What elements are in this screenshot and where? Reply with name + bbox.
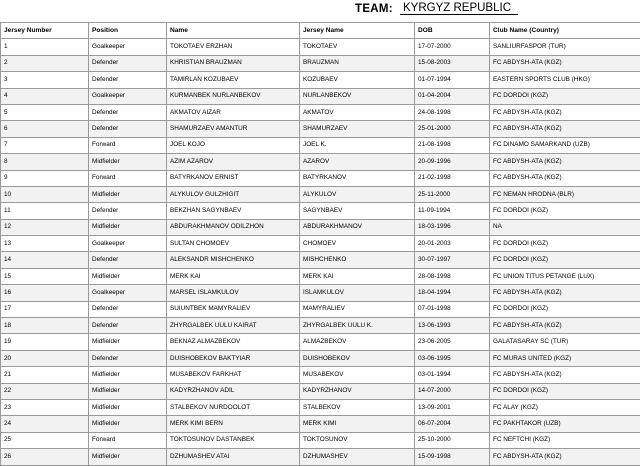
table-row — [1, 432, 640, 448]
cell-club: FC ABDYSH-ATA (KGZ) — [490, 367, 640, 383]
cell-name: ZHYRGALBEK UULU KAIRAT — [167, 318, 300, 334]
table-row — [1, 39, 640, 55]
team-label: TEAM: — [355, 3, 393, 15]
cell-dob: 25-01-2000 — [415, 121, 490, 137]
cell-position: Defender — [89, 301, 167, 317]
cell-jersey-number: 5 — [1, 104, 89, 120]
cell-jersey-number: 10 — [1, 186, 89, 202]
cell-position: Midfielder — [89, 367, 167, 383]
cell-jersey-name: SAGYNBAEV — [300, 203, 415, 219]
cell-position: Defender — [89, 72, 167, 88]
cell-name: AKMATOV AIZAR — [167, 104, 300, 120]
cell-jersey-number: 9 — [1, 170, 89, 186]
roster-table-body — [1, 39, 640, 465]
cell-jersey-name: DZHUMASHEV — [300, 449, 415, 465]
table-row — [1, 186, 640, 202]
table-row — [1, 399, 640, 415]
cell-name: KHRISTIAN BRAUZMAN — [167, 55, 300, 71]
table-row — [1, 334, 640, 350]
cell-club: FC DORDOI (KGZ) — [490, 252, 640, 268]
cell-dob: 13-09-2001 — [415, 399, 490, 415]
table-row — [1, 449, 640, 465]
team-name-underline — [400, 14, 518, 15]
cell-club: FC DORDOI (KGZ) — [490, 88, 640, 104]
cell-position: Midfielder — [89, 154, 167, 170]
cell-jersey-number: 13 — [1, 236, 89, 252]
table-row — [1, 367, 640, 383]
cell-jersey-number: 21 — [1, 367, 89, 383]
cell-jersey-name: JOEL K. — [300, 137, 415, 153]
cell-name: ALEKSANDR MISHCHENKO — [167, 252, 300, 268]
cell-name: BEKNAZ ALMAZBEKOV — [167, 334, 300, 350]
table-row — [1, 137, 640, 153]
cell-name: MERK KAI — [167, 268, 300, 284]
table-row — [1, 72, 640, 88]
table-row — [1, 383, 640, 399]
cell-club: FC ABDYSH-ATA (KGZ) — [490, 318, 640, 334]
cell-position: Midfielder — [89, 383, 167, 399]
cell-club: FC ABDYSH-ATA (KGZ) — [490, 154, 640, 170]
cell-club: FC ABDYSH-ATA (KGZ) — [490, 104, 640, 120]
table-row — [1, 416, 640, 432]
team-name: KYRGYZ REPUBLIC — [403, 2, 511, 14]
cell-name: TOKOTAEV ERZHAN — [167, 39, 300, 55]
cell-position: Forward — [89, 137, 167, 153]
cell-name: KADYRZHANOV ADIL — [167, 383, 300, 399]
cell-dob: 17-07-2000 — [415, 39, 490, 55]
cell-position: Defender — [89, 104, 167, 120]
cell-name: TAMIRLAN KOZUBAEV — [167, 72, 300, 88]
cell-name: ABDURAKHMANOV ODILZHON — [167, 219, 300, 235]
table-row — [1, 203, 640, 219]
cell-club: FC ABDYSH-ATA (KGZ) — [490, 285, 640, 301]
cell-club: FC NEMAN HRODNA (BLR) — [490, 186, 640, 202]
team-header — [0, 0, 640, 22]
cell-dob: 07-01-1998 — [415, 301, 490, 317]
cell-jersey-name: MISHCHENKO — [300, 252, 415, 268]
cell-club: FC ABDYSH-ATA (KGZ) — [490, 121, 640, 137]
cell-jersey-name: MERK KAI — [300, 268, 415, 284]
cell-name: SHAMURZAEV AMANTUR — [167, 121, 300, 137]
cell-club: FC PAKHTAKOR (UZB) — [490, 416, 640, 432]
cell-jersey-number: 7 — [1, 137, 89, 153]
table-row — [1, 268, 640, 284]
cell-dob: 25-11-2000 — [415, 186, 490, 202]
cell-jersey-name: MAMYRALIEV — [300, 301, 415, 317]
cell-dob: 20-01-2003 — [415, 236, 490, 252]
cell-position: Defender — [89, 350, 167, 366]
cell-club: FC UNION TITUS PETANGE (LUX) — [490, 268, 640, 284]
cell-club: FC DORDOI (KGZ) — [490, 301, 640, 317]
cell-jersey-number: 20 — [1, 350, 89, 366]
roster-table-header — [1, 23, 640, 39]
cell-name: STALBEKOV NURDOOLOT — [167, 399, 300, 415]
cell-name: MERK KIMI BERN — [167, 416, 300, 432]
cell-jersey-number: 24 — [1, 416, 89, 432]
cell-dob: 24-08-1998 — [415, 104, 490, 120]
cell-name: AZIM AZAROV — [167, 154, 300, 170]
cell-position: Defender — [89, 121, 167, 137]
cell-club: FC DORDOI (KGZ) — [490, 383, 640, 399]
cell-dob: 01-07-1994 — [415, 72, 490, 88]
cell-jersey-number: 26 — [1, 449, 89, 465]
cell-jersey-number: 25 — [1, 432, 89, 448]
cell-club: FC ABDYSH-ATA (KGZ) — [490, 449, 640, 465]
column-header-position: Position — [89, 23, 167, 39]
cell-position: Midfielder — [89, 416, 167, 432]
cell-jersey-number: 17 — [1, 301, 89, 317]
cell-name: TOKTOSUNOV DASTANBEK — [167, 432, 300, 448]
table-row — [1, 88, 640, 104]
cell-dob: 25-10-2000 — [415, 432, 490, 448]
cell-club: SANLIURFASPOR (TUR) — [490, 39, 640, 55]
cell-jersey-number: 6 — [1, 121, 89, 137]
cell-jersey-name: ABDURAKHMANOV — [300, 219, 415, 235]
cell-dob: 03-01-1994 — [415, 367, 490, 383]
cell-jersey-name: KOZUBAEV — [300, 72, 415, 88]
cell-jersey-name: MUSABEKOV — [300, 367, 415, 383]
table-row — [1, 318, 640, 334]
cell-dob: 30-07-1997 — [415, 252, 490, 268]
cell-position: Midfielder — [89, 268, 167, 284]
cell-dob: 06-07-2004 — [415, 416, 490, 432]
cell-jersey-name: ISLAMKULOV — [300, 285, 415, 301]
cell-jersey-name: AZAROV — [300, 154, 415, 170]
cell-dob: 18-04-1994 — [415, 285, 490, 301]
cell-name: SULTAN CHOMOEV — [167, 236, 300, 252]
cell-club: EASTERN SPORTS CLUB (HKG) — [490, 72, 640, 88]
cell-dob: 03-06-1995 — [415, 350, 490, 366]
cell-position: Forward — [89, 170, 167, 186]
cell-jersey-number: 14 — [1, 252, 89, 268]
table-row — [1, 285, 640, 301]
cell-jersey-number: 22 — [1, 383, 89, 399]
table-row — [1, 55, 640, 71]
cell-name: MUSABEKOV FARKHAT — [167, 367, 300, 383]
cell-dob: 14-07-2000 — [415, 383, 490, 399]
cell-position: Midfielder — [89, 399, 167, 415]
cell-jersey-name: ALYKULOV — [300, 186, 415, 202]
cell-name: DUISHOBEKOV BAKTYIAR — [167, 350, 300, 366]
cell-jersey-number: 23 — [1, 399, 89, 415]
cell-jersey-number: 19 — [1, 334, 89, 350]
cell-dob: 21-02-1998 — [415, 170, 490, 186]
cell-dob: 20-09-1996 — [415, 154, 490, 170]
cell-jersey-number: 15 — [1, 268, 89, 284]
cell-club: NA — [490, 219, 640, 235]
cell-club: FC DORDOI (KGZ) — [490, 236, 640, 252]
cell-club: FC DINAMO SAMARKAND (UZB) — [490, 137, 640, 153]
cell-club: FC DORDOI (KGZ) — [490, 203, 640, 219]
cell-dob: 23-06-2005 — [415, 334, 490, 350]
cell-position: Defender — [89, 55, 167, 71]
cell-jersey-name: TOKTOSUNOV — [300, 432, 415, 448]
table-row — [1, 121, 640, 137]
table-row — [1, 252, 640, 268]
cell-dob: 01-04-2004 — [415, 88, 490, 104]
cell-jersey-name: SHAMURZAEV — [300, 121, 415, 137]
cell-club: GALATASARAY SC (TUR) — [490, 334, 640, 350]
cell-jersey-name: ZHYRGALBEK UULU K. — [300, 318, 415, 334]
cell-name: MARSEL ISLAMKULOV — [167, 285, 300, 301]
cell-jersey-name: AKMATOV — [300, 104, 415, 120]
cell-jersey-number: 3 — [1, 72, 89, 88]
cell-name: KURMANBEK NURLANBEKOV — [167, 88, 300, 104]
cell-position: Goalkeeper — [89, 39, 167, 55]
cell-jersey-name: MERK KIMI — [300, 416, 415, 432]
table-row — [1, 219, 640, 235]
cell-jersey-name: BATYRKANOV — [300, 170, 415, 186]
cell-position: Midfielder — [89, 334, 167, 350]
table-row — [1, 170, 640, 186]
cell-jersey-name: STALBEKOV — [300, 399, 415, 415]
cell-name: JOEL KOJO — [167, 137, 300, 153]
cell-dob: 18-03-1996 — [415, 219, 490, 235]
column-header-club: Club Name (Country) — [490, 23, 640, 39]
cell-position: Goalkeeper — [89, 88, 167, 104]
cell-dob: 13-06-1993 — [415, 318, 490, 334]
cell-jersey-name: CHOMOEV — [300, 236, 415, 252]
cell-position: Defender — [89, 318, 167, 334]
cell-dob: 11-09-1994 — [415, 203, 490, 219]
cell-club: FC ALAY (KGZ) — [490, 399, 640, 415]
header-row — [1, 23, 640, 39]
cell-position: Midfielder — [89, 186, 167, 202]
column-header-jersey-number: Jersey Number — [1, 23, 89, 39]
cell-jersey-number: 4 — [1, 88, 89, 104]
cell-jersey-number: 2 — [1, 55, 89, 71]
cell-name: DZHUMASHEV ATAI — [167, 449, 300, 465]
roster-table — [0, 22, 640, 466]
cell-position: Goalkeeper — [89, 285, 167, 301]
cell-club: FC ABDYSH-ATA (KGZ) — [490, 55, 640, 71]
cell-club: FC NEFTCHI (KGZ) — [490, 432, 640, 448]
cell-dob: 15-09-1998 — [415, 449, 490, 465]
cell-position: Defender — [89, 252, 167, 268]
cell-name: SUIUNTBEK MAMYRALIEV — [167, 301, 300, 317]
cell-position: Goalkeeper — [89, 236, 167, 252]
cell-position: Midfielder — [89, 449, 167, 465]
table-row — [1, 104, 640, 120]
table-row — [1, 236, 640, 252]
cell-name: BATYRKANOV ERNIST — [167, 170, 300, 186]
cell-jersey-number: 12 — [1, 219, 89, 235]
cell-jersey-number: 18 — [1, 318, 89, 334]
cell-club: FC MURAS UNITED (KGZ) — [490, 350, 640, 366]
cell-jersey-name: ALMAZBEKOV — [300, 334, 415, 350]
cell-jersey-name: NURLANBEKOV — [300, 88, 415, 104]
cell-jersey-name: DUISHOBEKOV — [300, 350, 415, 366]
cell-name: BEKZHAN SAGYNBAEV — [167, 203, 300, 219]
cell-dob: 21-08-1998 — [415, 137, 490, 153]
cell-jersey-number: 8 — [1, 154, 89, 170]
cell-dob: 28-08-1998 — [415, 268, 490, 284]
cell-jersey-name: TOKOTAEV — [300, 39, 415, 55]
table-row — [1, 154, 640, 170]
table-row — [1, 301, 640, 317]
cell-club: FC ABDYSH-ATA (KGZ) — [490, 170, 640, 186]
cell-position: Forward — [89, 432, 167, 448]
cell-position: Defender — [89, 203, 167, 219]
cell-jersey-number: 16 — [1, 285, 89, 301]
cell-name: ALYKULOV GULZHIGIT — [167, 186, 300, 202]
cell-position: Midfielder — [89, 219, 167, 235]
cell-jersey-number: 1 — [1, 39, 89, 55]
cell-dob: 15-08-2003 — [415, 55, 490, 71]
column-header-name: Name — [167, 23, 300, 39]
column-header-jersey-name: Jersey Name — [300, 23, 415, 39]
column-header-dob: DOB — [415, 23, 490, 39]
cell-jersey-number: 11 — [1, 203, 89, 219]
table-row — [1, 350, 640, 366]
cell-jersey-name: BRAUZMAN — [300, 55, 415, 71]
cell-jersey-name: KADYRZHANOV — [300, 383, 415, 399]
